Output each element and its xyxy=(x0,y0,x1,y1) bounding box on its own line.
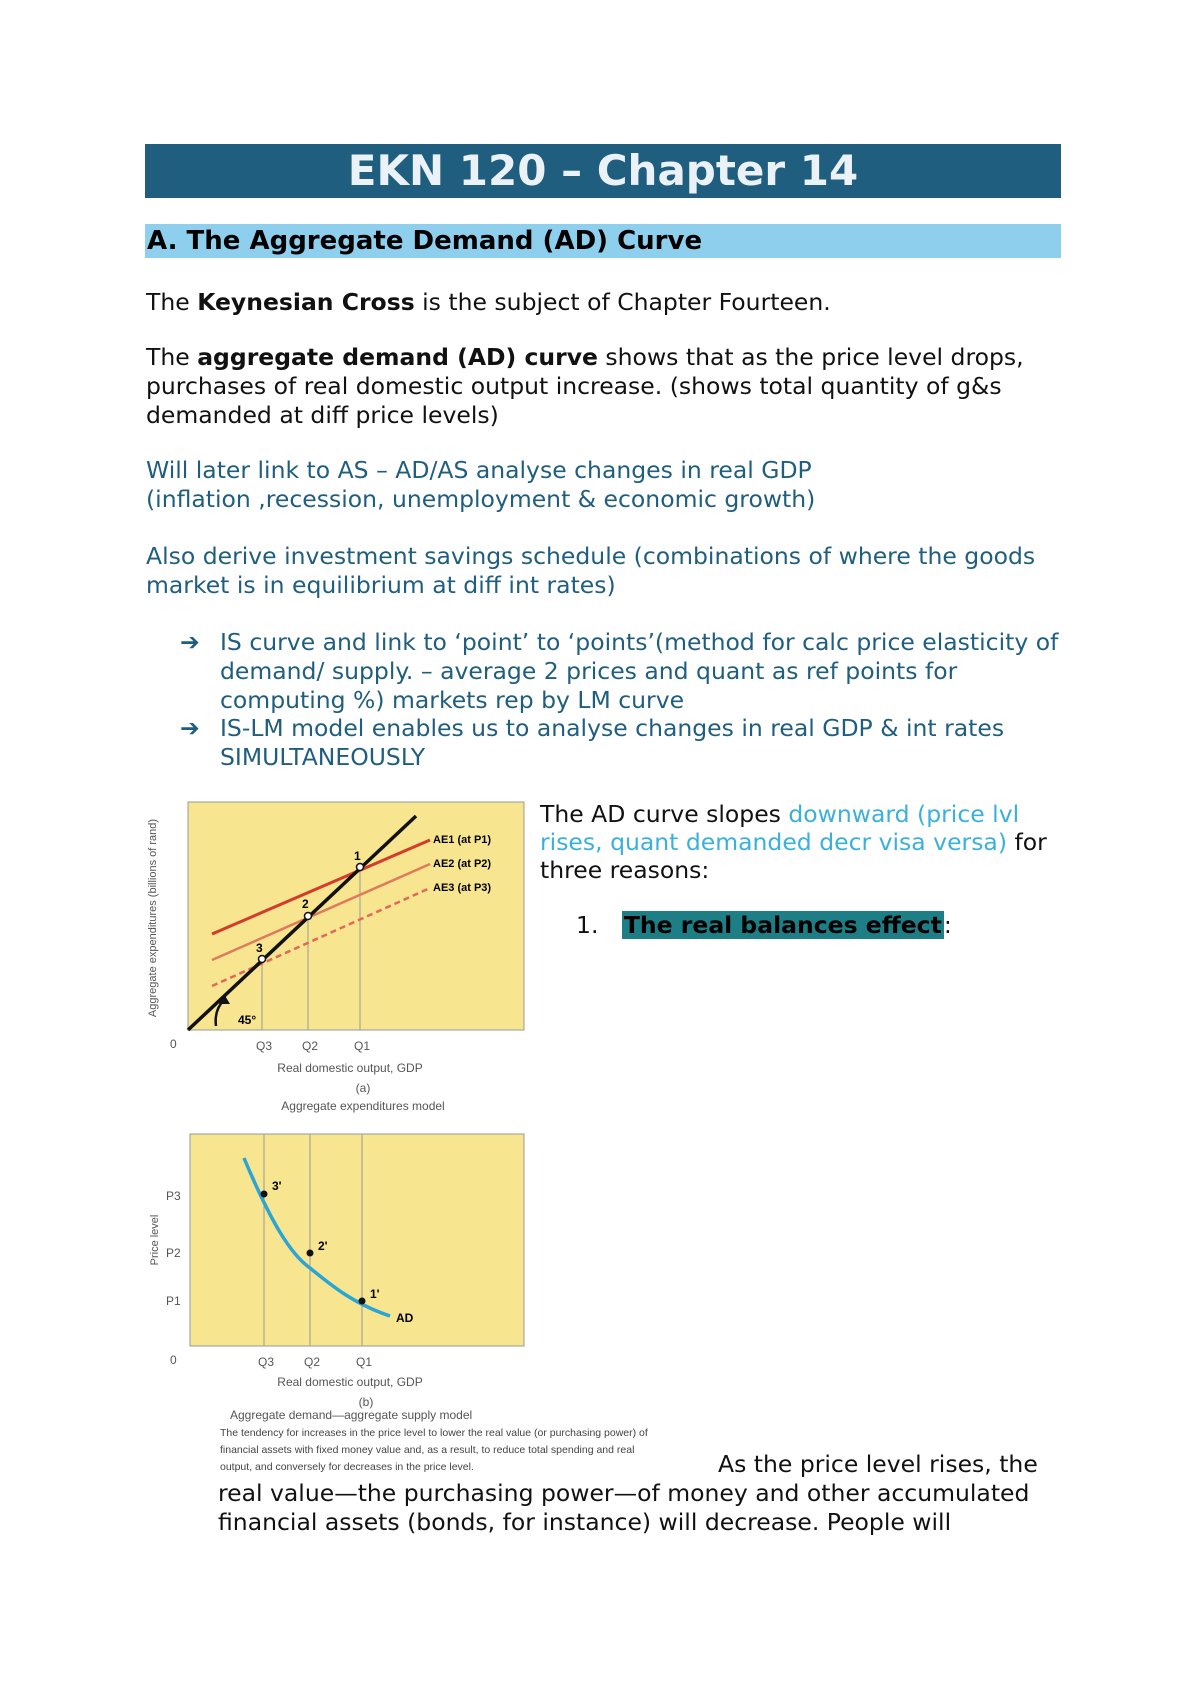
legend-ae1: AE1 (at P1) xyxy=(433,834,492,846)
paragraph-is-schedule: Also derive investment savings schedule (combinations of where the goods market is in equilibrium at diff int rates) xyxy=(146,542,1036,599)
point-label-1: 1 xyxy=(354,849,361,863)
figure-note-line2: financial assets with fixed money value and, as a result, to reduce total spending and real xyxy=(220,1444,635,1456)
equilibrium-point-2 xyxy=(305,913,312,920)
plot-area-b xyxy=(190,1134,524,1346)
figure-note-line3: output, and conversely for decreases in the price level. xyxy=(220,1461,474,1473)
figure-note-line1: The tendency for increases in the price level to lower the real value (or purchasing power) of xyxy=(220,1427,648,1439)
y-tick-p1: P1 xyxy=(166,1294,181,1308)
x-tick-q2-b: Q2 xyxy=(304,1355,321,1369)
ad-point-1 xyxy=(359,1298,366,1305)
origin-label-b: 0 xyxy=(170,1353,177,1367)
x-axis-label-b: Real domestic output, GDP xyxy=(277,1375,423,1389)
figure-note xyxy=(220,1425,740,1476)
x-tick-q1-b: Q1 xyxy=(356,1355,373,1369)
paragraph-ad-curve xyxy=(146,343,1066,430)
ad-point-3 xyxy=(261,1191,268,1198)
ad-point-label-3: 3' xyxy=(272,1179,282,1193)
highlighted-term: The real balances effect xyxy=(623,911,942,939)
arrow-right-icon: ➔ xyxy=(180,714,200,742)
numbered-item-1 xyxy=(576,910,952,940)
item-number: 1. xyxy=(576,911,599,939)
p3-line2: (inflation ,recession, unemployment & economic growth) xyxy=(146,485,816,513)
figure-sublabel-b: (b) xyxy=(358,1395,374,1409)
x-tick-q3-b: Q3 xyxy=(258,1355,275,1369)
bullet-is-lm xyxy=(180,714,1070,772)
p2-text-pre: The xyxy=(146,343,198,371)
p1-text-pre: The xyxy=(146,288,198,316)
bottom-first-line: As the price level rises, the xyxy=(718,1450,1038,1478)
side-text-post: for three reasons: xyxy=(540,828,1047,884)
angle-label: 45° xyxy=(238,1013,257,1027)
x-tick-q2: Q2 xyxy=(302,1039,319,1053)
figure-aggregate-expenditures xyxy=(140,790,540,1120)
paragraph-keynesian xyxy=(146,288,1066,317)
side-text-pre: The AD curve slopes xyxy=(540,800,789,828)
bullet-text: IS-LM model enables us to analyse changes in real GDP & int rates SIMULTANEOUSLY xyxy=(220,714,1005,771)
legend-ae3: AE3 (at P3) xyxy=(433,882,492,894)
bullet-is-curve xyxy=(180,628,1070,715)
x-tick-q3: Q3 xyxy=(256,1039,273,1053)
figure-aggregate-demand xyxy=(140,1130,540,1420)
y-tick-p2: P2 xyxy=(166,1246,181,1260)
page-title: EKN 120 – Chapter 14 xyxy=(145,144,1061,198)
item-colon: : xyxy=(943,911,952,939)
ad-curve-label: AD xyxy=(396,1311,414,1325)
equilibrium-point-1 xyxy=(357,864,364,871)
arrow-right-icon: ➔ xyxy=(180,628,200,656)
equilibrium-point-3 xyxy=(259,956,266,963)
side-paragraph xyxy=(540,800,1060,884)
ad-point-label-2: 2' xyxy=(318,1239,328,1253)
p2-text-post: shows that as the price level drops, purchases of real domestic output increase. (shows total quantity of g&s demanded at diff price levels) xyxy=(146,343,1024,429)
legend-ae2: AE2 (at P2) xyxy=(433,858,492,870)
side-text-colored: downward (price lvl rises, quant demanded decr visa versa) xyxy=(540,800,1020,856)
y-axis-label: Aggregate expenditures (billions of rand) xyxy=(147,818,159,1018)
origin-label: 0 xyxy=(170,1037,177,1051)
paragraph-link-as xyxy=(146,456,1066,514)
ad-point-label-1: 1' xyxy=(370,1287,380,1301)
figure-caption: Aggregate expenditures model xyxy=(281,1099,445,1113)
bottom-paragraph: real value—the purchasing power—of money and other accumulated financial assets (bonds, for instance) will decrease. People will xyxy=(218,1479,1030,1536)
p1-bold-term: Keynesian Cross xyxy=(197,288,415,316)
y-tick-p3: P3 xyxy=(166,1189,181,1203)
section-heading-a: A. The Aggregate Demand (AD) Curve xyxy=(145,224,1061,258)
point-label-2: 2 xyxy=(302,897,309,911)
figure-caption-b: Aggregate demand—aggregate supply model xyxy=(230,1408,473,1422)
y-axis-label-b: Price level xyxy=(149,1214,161,1266)
p1-text-post: is the subject of Chapter Fourteen. xyxy=(414,288,831,316)
x-tick-q1: Q1 xyxy=(354,1039,371,1053)
ad-point-2 xyxy=(307,1250,314,1257)
p3-line1: Will later link to AS – AD/AS analyse changes in real GDP xyxy=(146,456,812,484)
x-axis-label: Real domestic output, GDP xyxy=(277,1061,423,1075)
bullet-text: IS curve and link to ‘point’ to ‘points’(method for calc price elasticity of demand/ supply. – average 2 prices and quant as ref points for computing %) markets rep by LM curve xyxy=(220,628,1059,714)
figure-sublabel: (a) xyxy=(355,1081,371,1095)
p2-bold-term: aggregate demand (AD) curve xyxy=(197,343,598,371)
point-label-3: 3 xyxy=(256,941,263,955)
